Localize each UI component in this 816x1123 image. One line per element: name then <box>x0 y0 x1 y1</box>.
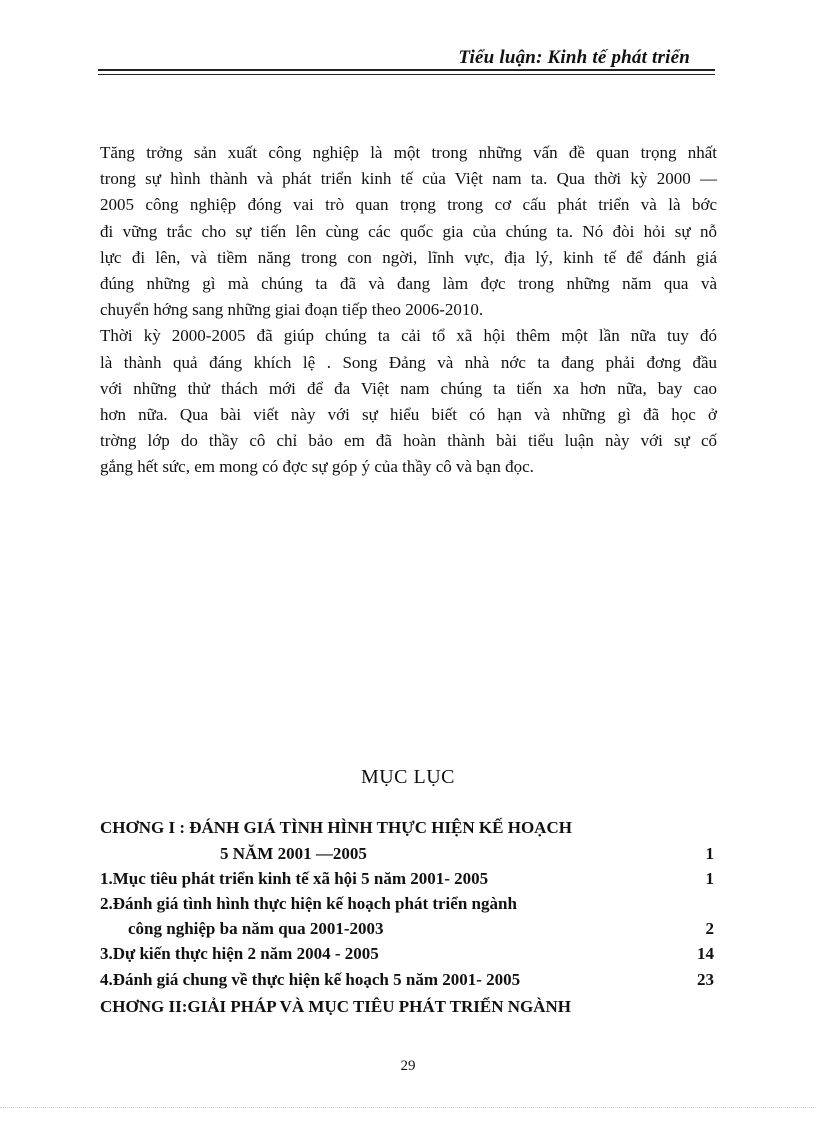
body-line: với những thử thách mới để đa Việt nam chúng ta tiến xa hơn nữa, bay cao <box>100 378 717 398</box>
toc-entry-label: 3.Dự kiến thực hiện 2 năm 2004 - 2005 <box>100 944 379 963</box>
body-line: đi vững trắc cho sự tiến lên cùng các quốc gia của chúng ta. Nó đòi hỏi sự nỗ <box>100 221 717 241</box>
toc-entry-label: CHƠNG I : ĐÁNH GIÁ TÌNH HÌNH THỰC HIỆN KẾ HOẠCH <box>100 818 572 837</box>
toc-entry-label: 4.Đánh giá chung về thực hiện kế hoạch 5 năm 2001- 2005 <box>100 970 521 989</box>
body-text <box>100 140 717 481</box>
toc-entry-label: 1.Mục tiêu phát triển kinh tế xã hội 5 năm 2001- 2005 <box>100 869 489 888</box>
toc-entry <box>100 970 714 996</box>
header-rule <box>98 69 715 75</box>
body-line: gắng hết sức, em mong có đợc sự góp ý của thầy cô và bạn đọc. <box>100 457 534 477</box>
toc-entry <box>100 869 714 895</box>
toc-entry-page: 2 <box>705 919 714 938</box>
page-number: 29 <box>400 1058 416 1074</box>
body-line: lực đi lên, và tiềm năng trong con ngời, lĩnh vực, địa lý, kinh tế để đánh giá <box>100 247 717 267</box>
body-line: Tăng trởng sản xuất công nghiệp là một trong những vấn đề quan trọng nhất <box>100 143 717 162</box>
body-line: trong sự hình thành và phát triển kinh tế của Việt nam ta. Qua thời kỳ 2000 — <box>100 169 717 189</box>
body-line: đúng những gì mà chúng ta đã và đang làm đợc trong những năm qua và <box>100 274 717 294</box>
body-line: là thành quả đáng khích lệ . Song Đảng và nhà nớc ta đang phải đơng đầu <box>100 352 717 372</box>
toc-entry-page: 1 <box>705 869 714 888</box>
body-line: Thời kỳ 2000-2005 đã giúp chúng ta cải tổ xã hội thêm một lần nữa tuy đó <box>100 326 717 346</box>
toc-entry <box>100 818 714 844</box>
header-title: Tiểu luận: Kinh tế phát triển <box>458 47 690 68</box>
toc-entry-page: 14 <box>697 944 714 963</box>
toc-entry-label: 2.Đánh giá tình hình thực hiện kế hoạch phát triển ngành <box>100 894 517 913</box>
toc-entry <box>100 944 714 970</box>
body-line: 2005 công nghiệp đóng vai trò quan trọng trong cơ cấu phát triển và là bớc <box>100 195 717 215</box>
toc-entry <box>100 919 714 945</box>
toc-entry-label: 5 NĂM 2001 —2005 <box>220 844 367 863</box>
body-line: trờng lớp do thầy cô chỉ bảo em đã hoàn thành bài tiểu luận này với sự cố <box>100 431 717 451</box>
toc-entry-page: 23 <box>697 970 714 989</box>
body-line: chuyển hớng sang những giai đoạn tiếp theo 2006-2010. <box>100 300 484 320</box>
toc-entry-label: CHƠNG II:GIẢI PHÁP VÀ MỤC TIÊU PHÁT TRIỂN NGÀNH <box>100 997 572 1016</box>
toc-entry <box>100 997 714 1023</box>
body-line: hơn nữa. Qua bài viết này với sự hiểu biết có hạn và những gì đã học ở <box>100 405 717 425</box>
toc-entry-label: công nghiệp ba năm qua 2001-2003 <box>128 919 384 938</box>
toc-entry <box>100 844 714 870</box>
toc-entry <box>100 894 714 920</box>
toc-title: MỤC LỤC <box>360 766 456 788</box>
toc-entry-page: 1 <box>705 844 714 863</box>
footer-rule <box>0 1107 816 1108</box>
